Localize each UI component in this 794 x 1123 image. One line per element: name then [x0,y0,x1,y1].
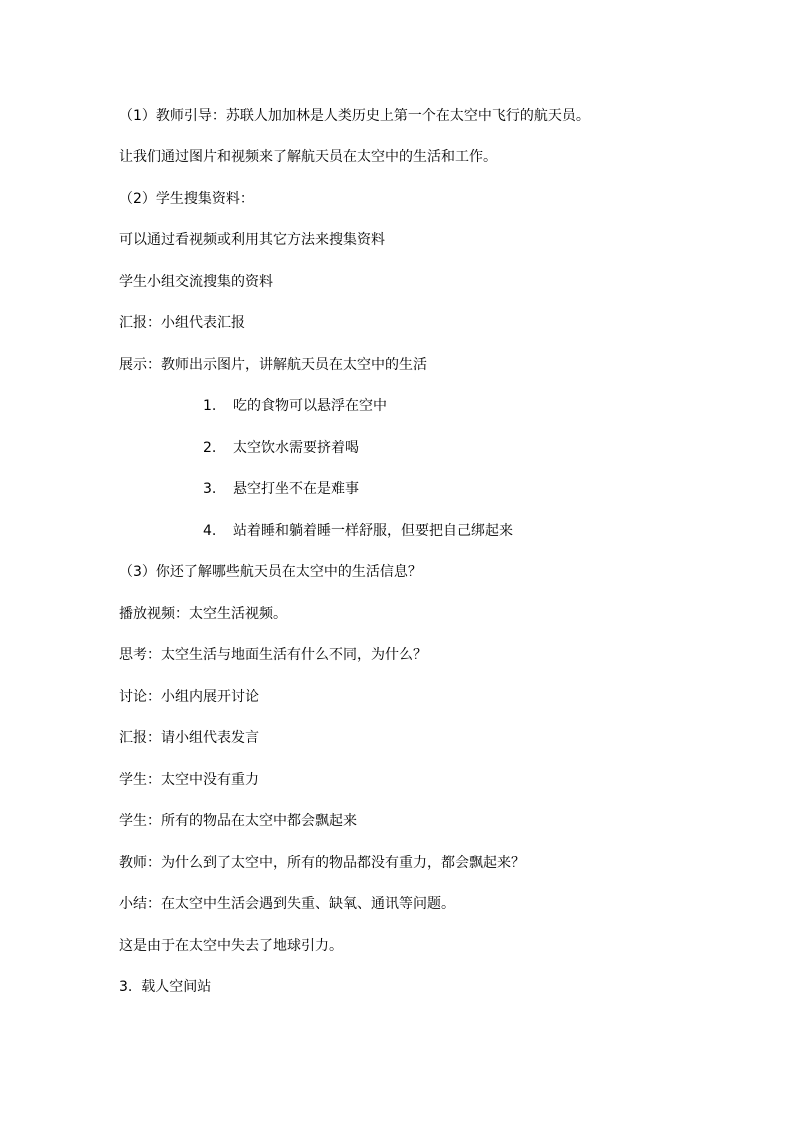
list-text: 太空饮水需要挤着喝 [233,440,359,456]
paragraph-play-video: 播放视频：太空生活视频。 [119,606,287,622]
paragraph-question: （3）你还了解哪些航天员在太空中的生活信息？ [119,564,422,580]
paragraph-group-exchange: 学生小组交流搜集的资料 [119,274,273,290]
section-heading-space-station: 3. 载人空间站 [119,979,212,995]
list-text: 悬空打坐不在是难事 [233,481,359,497]
list-number: 4. [203,523,217,539]
list-item [203,479,359,499]
paragraph-intro: 让我们通过图片和视频来了解航天员在太空中的生活和工作。 [119,149,497,165]
paragraph-discuss: 讨论：小组内展开讨论 [119,689,259,705]
paragraph-student-float: 学生：所有的物品在太空中都会飘起来 [119,813,357,829]
paragraph-collect-method: 可以通过看视频或利用其它方法来搜集资料 [119,232,385,248]
paragraph-summary: 小结：在太空中生活会遇到失重、缺氧、通讯等问题。 [119,896,455,912]
paragraph-teacher-guide: （1）教师引导：苏联人加加林是人类历史上第一个在太空中飞行的航天员。 [119,108,590,124]
list-item [203,521,513,541]
list-number: 2. [203,440,217,456]
list-text: 吃的食物可以悬浮在空中 [233,398,387,414]
list-number: 1. [203,398,217,414]
paragraph-teacher-why: 教师：为什么到了太空中，所有的物品都没有重力，都会飘起来？ [119,855,525,871]
paragraph-student-gravity: 学生：太空中没有重力 [119,772,259,788]
paragraph-reason: 这是由于在太空中失去了地球引力。 [119,938,343,954]
paragraph-think: 思考：太空生活与地面生活有什么不同，为什么？ [119,647,427,663]
list-item [203,396,387,416]
paragraph-student-collect: （2）学生搜集资料： [119,191,254,207]
paragraph-report: 汇报：小组代表汇报 [119,315,245,331]
list-item [203,438,359,458]
paragraph-report-speak: 汇报：请小组代表发言 [119,730,259,746]
list-text: 站着睡和躺着睡一样舒服，但要把自己绑起来 [233,523,513,539]
paragraph-display: 展示：教师出示图片，讲解航天员在太空中的生活 [119,357,427,373]
list-number: 3. [203,481,217,497]
